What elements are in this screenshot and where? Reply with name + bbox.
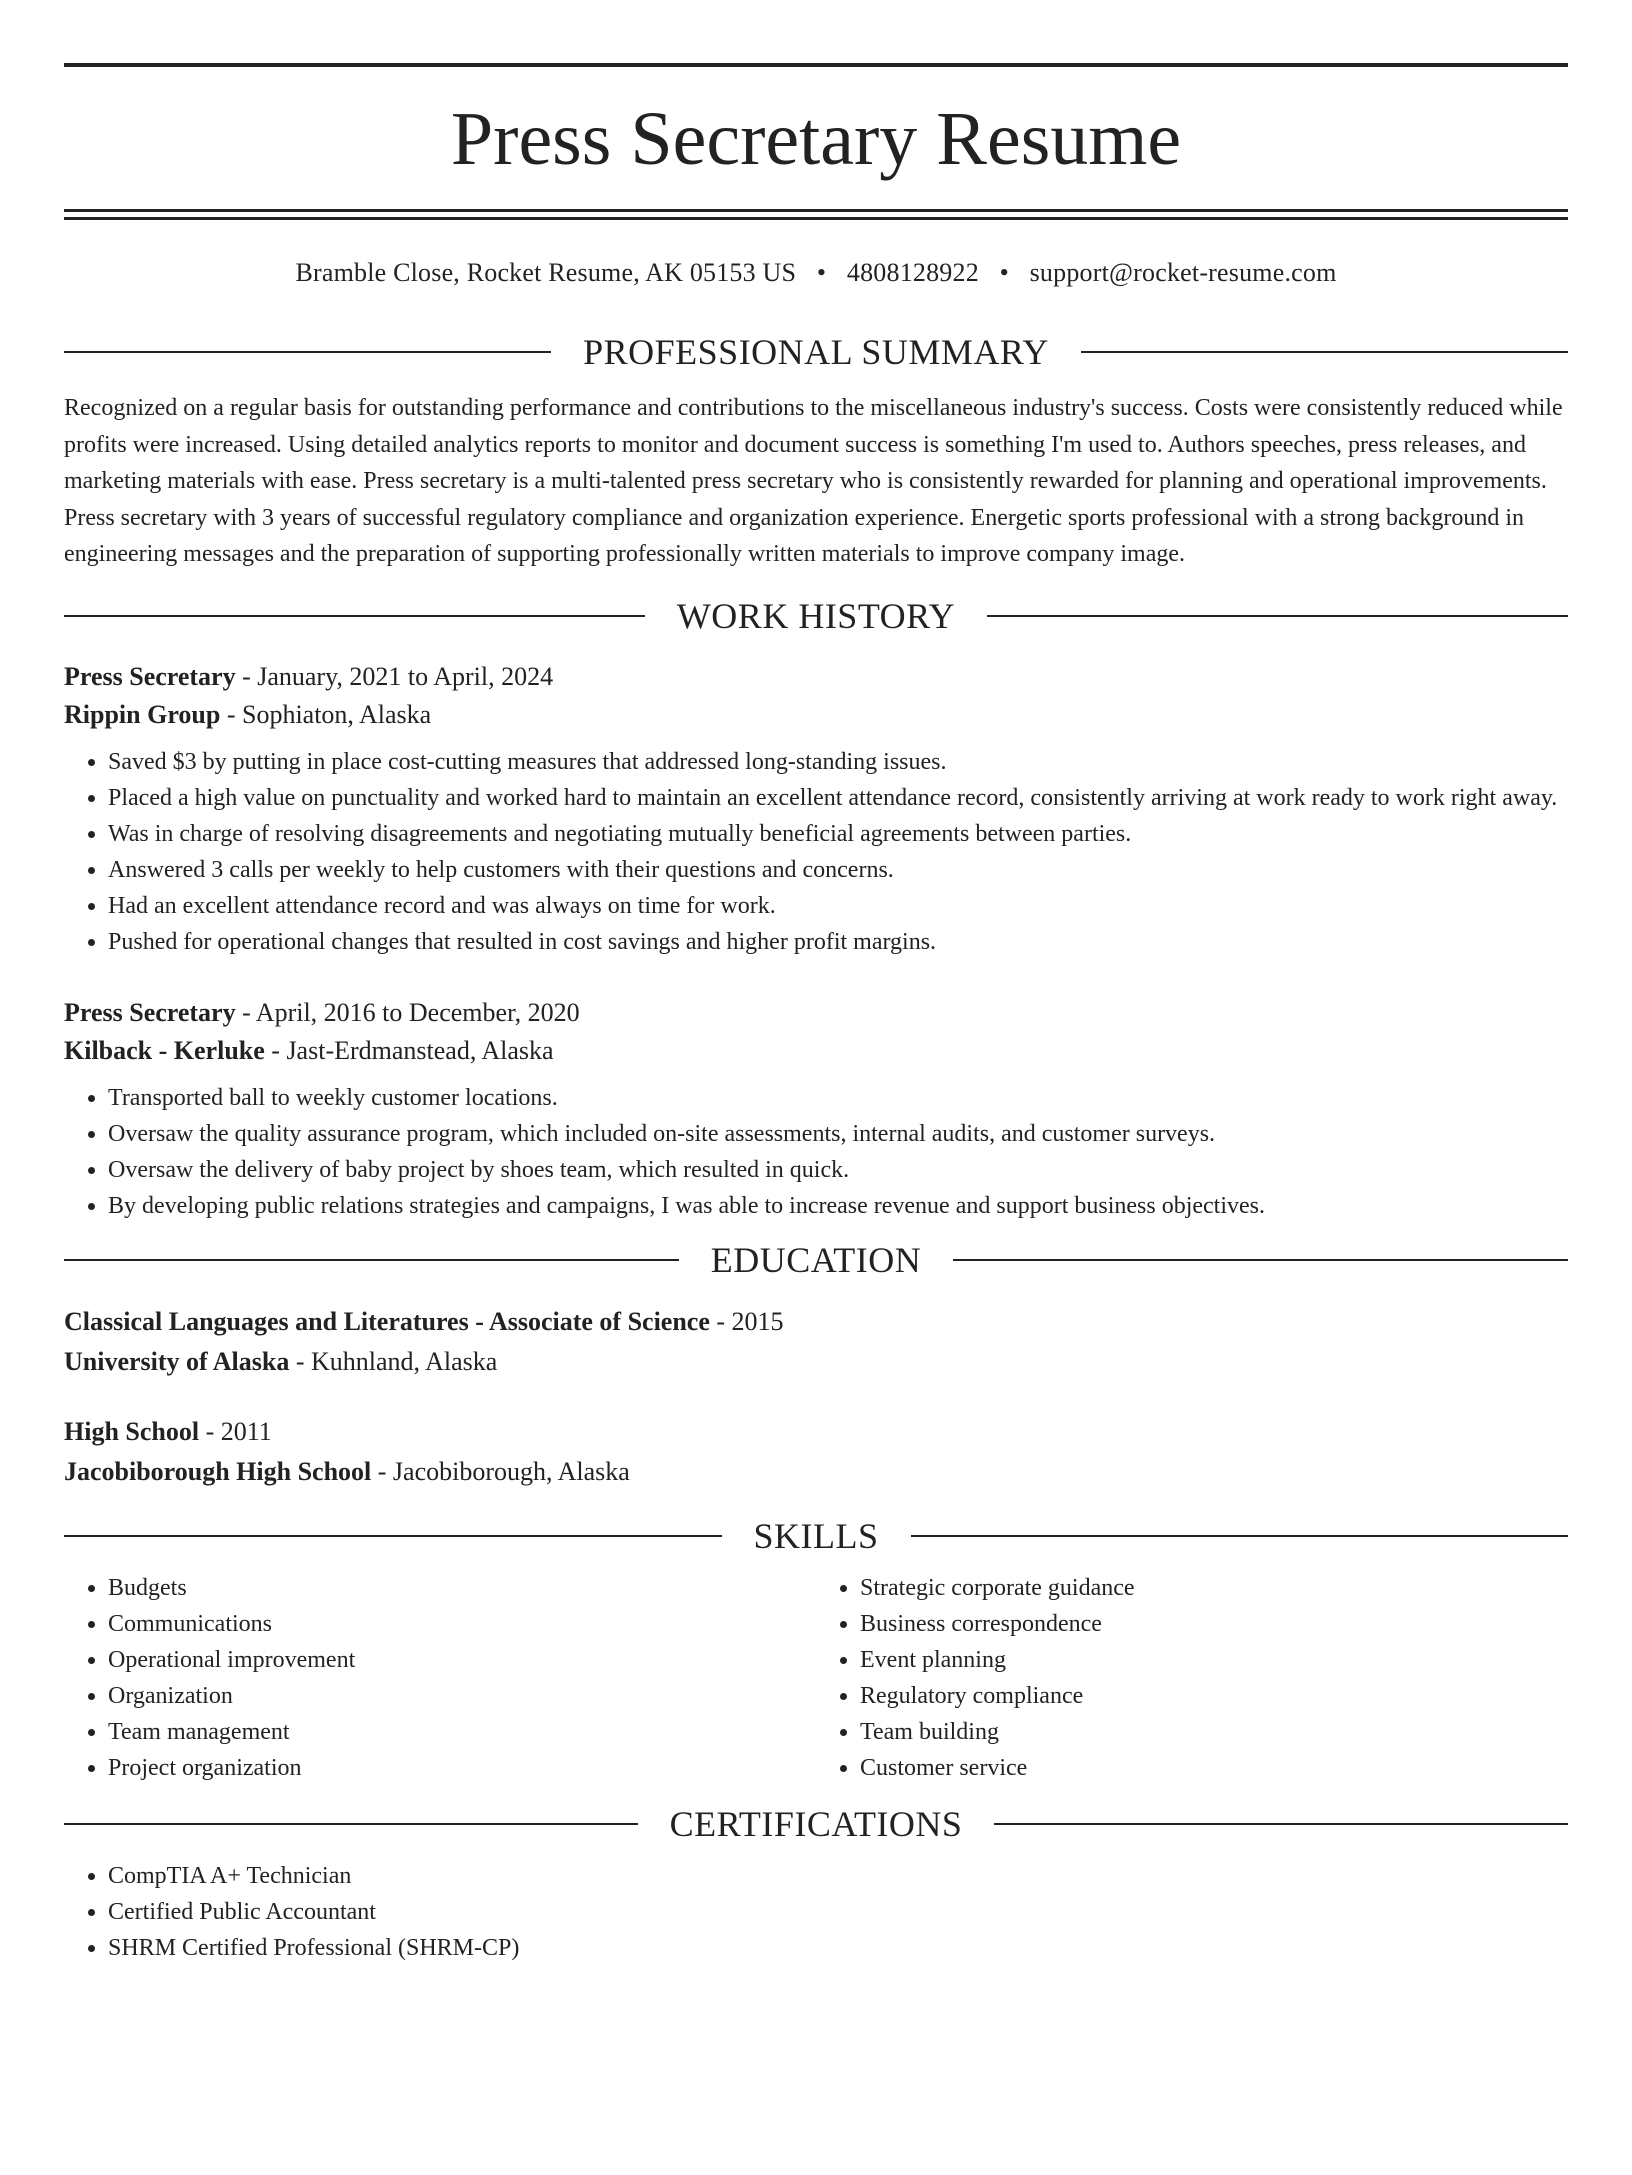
section-header-work: [64, 594, 1568, 638]
section-rule-left: [64, 1259, 679, 1261]
list-item: • Organization: [108, 1678, 816, 1714]
skills-list-right: [816, 1570, 1568, 1786]
job-dates: - January, 2021 to April, 2024: [235, 661, 554, 691]
contact-line: [64, 256, 1568, 290]
contact-address: Bramble Close, Rocket Resume, AK 05153 US: [295, 258, 797, 287]
list-item: • Regulatory compliance: [860, 1678, 1568, 1714]
summary-text: Recognized on a regular basis for outstanding performance and contributions to the miscellaneous industry's success. Costs were consistently reduced while profits were increased. Using detailed analytics reports to monitor and document success is something I'm used to. Authors speeches, press releases, and marketing materials with ease. Press secretary is a multi-talented press secretary who is consistently rewarded for planning and operational improvements. Press secretary with 3 years of successful regulatory compliance and organization experience. Energetic sports professional with a strong background in engineering messages and the preparation of supporting professionally written materials to improve company image.: [64, 395, 1563, 567]
title-double-rule: [64, 209, 1568, 220]
job-bullets: [64, 1080, 1568, 1224]
job-location: - Sophiaton, Alaska: [220, 699, 432, 729]
education-entry: [64, 1412, 1568, 1492]
list-item: • Answered 3 calls per weekly to help customers with their questions and concerns.: [108, 852, 1568, 888]
education-degree: Classical Languages and Literatures - Associate of Science: [64, 1306, 710, 1336]
contact-email: support@rocket-resume.com: [1029, 258, 1337, 287]
job-title: Press Secretary: [64, 661, 236, 691]
list-item: • Operational improvement: [108, 1642, 816, 1678]
section-title-work: WORK HISTORY: [676, 595, 956, 636]
job-title-line: [64, 994, 1568, 1032]
list-item: • Oversaw the delivery of baby project by shoes team, which resulted in quick.: [108, 1152, 1568, 1188]
list-item: • Certified Public Accountant: [108, 1894, 1568, 1930]
education-entry: [64, 1302, 1568, 1382]
education-year: - 2015: [709, 1306, 784, 1336]
job-entry: [64, 994, 1568, 1224]
section-title-certifications: CERTIFICATIONS: [669, 1803, 963, 1844]
page-title: Press Secretary Resume: [450, 97, 1182, 181]
list-item: • Had an excellent attendance record and was always on time for work.: [108, 888, 1568, 924]
list-item: • Project organization: [108, 1750, 816, 1786]
job-entry: [64, 658, 1568, 960]
list-item: • Was in charge of resolving disagreements and negotiating mutually beneficial agreements between parties.: [108, 816, 1568, 852]
education-location: - Jacobiborough, Alaska: [371, 1456, 630, 1486]
education-school: University of Alaska: [64, 1346, 290, 1376]
education-school: Jacobiborough High School: [64, 1456, 372, 1486]
list-item: • Strategic corporate guidance: [860, 1570, 1568, 1606]
list-item: • Customer service: [860, 1750, 1568, 1786]
education-degree-line: [64, 1412, 1568, 1452]
education-year: - 2011: [199, 1416, 272, 1446]
section-header-education: [64, 1238, 1568, 1282]
section-title-summary: PROFESSIONAL SUMMARY: [583, 332, 1049, 372]
education-school-line: [64, 1342, 1568, 1382]
section-rule-right: [987, 615, 1568, 617]
education-degree-line: [64, 1302, 1568, 1342]
section-rule-right: [911, 1535, 1569, 1537]
section-rule-left: [64, 1823, 638, 1825]
certifications-list: [64, 1858, 1568, 1966]
section-title-skills: SKILLS: [753, 1515, 879, 1556]
job-company-line: [64, 1032, 1568, 1070]
education-location: - Kuhnland, Alaska: [289, 1346, 498, 1376]
section-header-skills: [64, 1514, 1568, 1558]
section-header-summary: [64, 330, 1568, 374]
section-rule-right: [994, 1823, 1568, 1825]
list-item: • Oversaw the quality assurance program, which included on-site assessments, internal audits, and customer surveys.: [108, 1116, 1568, 1152]
section-header-certifications: [64, 1802, 1568, 1846]
list-item: • Placed a high value on punctuality and worked hard to maintain an excellent attendance record, consistently arriving at work ready to work right away.: [108, 780, 1568, 816]
list-item: • Pushed for operational changes that resulted in cost savings and higher profit margins.: [108, 924, 1568, 960]
job-title: Press Secretary: [64, 997, 236, 1027]
list-item: • SHRM Certified Professional (SHRM-CP): [108, 1930, 1568, 1966]
job-title-line: [64, 658, 1568, 696]
skills-columns: [64, 1570, 1568, 1786]
list-item: • Saved $3 by putting in place cost-cutting measures that addressed long-standing issues.: [108, 744, 1568, 780]
section-title-education: EDUCATION: [710, 1239, 922, 1280]
contact-phone: 4808128922: [846, 258, 979, 287]
list-item: • Team building: [860, 1714, 1568, 1750]
contact-separator: •: [816, 258, 827, 287]
job-bullets: [64, 744, 1568, 960]
education-degree: High School: [64, 1416, 200, 1446]
list-item: • Team management: [108, 1714, 816, 1750]
list-item: • By developing public relations strategies and campaigns, I was able to increase revenue and support business objectives.: [108, 1188, 1568, 1224]
job-company: Kilback - Kerluke: [64, 1035, 265, 1065]
section-rule-left: [64, 615, 645, 617]
job-location: - Jast-Erdmanstead, Alaska: [264, 1035, 554, 1065]
skills-list-left: [64, 1570, 816, 1786]
job-company: Rippin Group: [64, 699, 221, 729]
list-item: • CompTIA A+ Technician: [108, 1858, 1568, 1894]
list-item: • Communications: [108, 1606, 816, 1642]
section-rule-right: [1081, 351, 1568, 353]
list-item: • Business correspondence: [860, 1606, 1568, 1642]
contact-separator: •: [999, 258, 1009, 287]
list-item: • Budgets: [108, 1570, 816, 1606]
job-dates: - April, 2016 to December, 2020: [235, 997, 580, 1027]
list-item: • Transported ball to weekly customer locations.: [108, 1080, 1568, 1116]
section-rule-right: [953, 1259, 1568, 1261]
education-school-line: [64, 1452, 1568, 1492]
list-item: • Event planning: [860, 1642, 1568, 1678]
section-rule-left: [64, 351, 551, 353]
section-rule-left: [64, 1535, 722, 1537]
resume-page: [64, 63, 1568, 1966]
job-company-line: [64, 696, 1568, 734]
